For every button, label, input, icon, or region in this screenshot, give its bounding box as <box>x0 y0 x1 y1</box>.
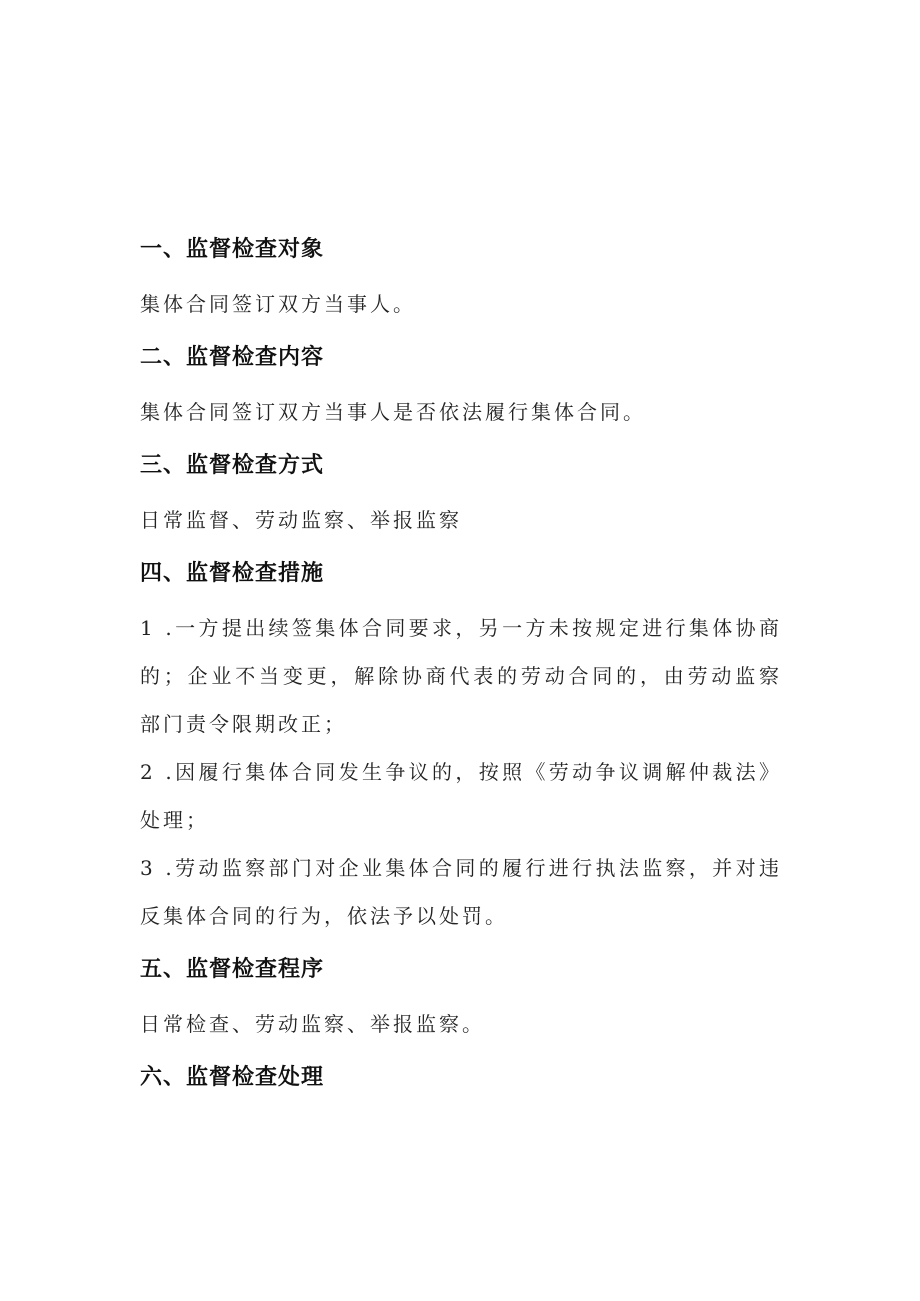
section-heading-1: 一、监督检查对象 <box>140 237 325 262</box>
section-heading-4: 四、监督检查措施 <box>140 561 325 586</box>
section-heading-5: 五、监督检查程序 <box>140 957 325 982</box>
section-body-2: 集体合同签订双方当事人是否依法履行集体合同。 <box>140 400 646 424</box>
section-body-1: 集体合同签订双方当事人。 <box>140 292 416 316</box>
section-heading-3: 三、监督检查方式 <box>140 453 325 478</box>
measure-item-2: 2 .因履行集体合同发生争议的，按照《劳动争议调解仲裁法》处理； <box>140 760 782 832</box>
section-body-3: 日常监督、劳动监察、举报监察 <box>140 508 462 532</box>
measure-item-1: 1 .一方提出续签集体合同要求，另一方未按规定进行集体协商的；企业不当变更，解除协商代表的劳动合同的，由劳动监察部门责令限期改正； <box>140 616 782 736</box>
section-heading-2: 二、监督检查内容 <box>140 345 325 370</box>
section-heading-6: 六、监督检查处理 <box>140 1065 325 1090</box>
section-body-5: 日常检查、劳动监察、举报监察。 <box>140 1012 485 1036</box>
measure-item-3: 3 .劳动监察部门对企业集体合同的履行进行执法监察，并对违反集体合同的行为，依法予以处罚。 <box>140 856 782 928</box>
document-page <box>140 232 790 1096</box>
